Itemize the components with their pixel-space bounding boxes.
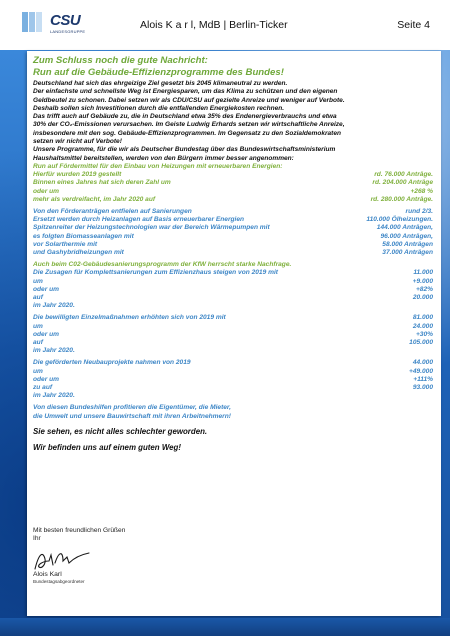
intro-line: Unsere Programme, für die wir als Deutscher Bundestag über das Bundeswirtschaftsministerium: [33, 146, 336, 154]
greeting-line: Ihr: [33, 535, 41, 543]
stat-value: 44.000: [412, 359, 433, 367]
stat-label: um: [33, 322, 43, 330]
stat-value: 105.000: [409, 339, 433, 347]
intro-line: setzen wir nicht auf Verbote!: [33, 138, 122, 146]
csu-logo-icon: [22, 10, 48, 34]
stat-value: rund 2/3.: [405, 207, 433, 215]
greeting-line: Mit besten freundlichen Grüßen: [33, 527, 126, 534]
stat-label: um: [33, 277, 43, 285]
stat-row: [33, 286, 433, 294]
stat-row: [33, 323, 433, 331]
stat-label: zu auf: [33, 384, 53, 392]
stat-row: [33, 224, 433, 232]
stat-row: [33, 216, 433, 224]
stat-value: +9.000: [412, 277, 433, 285]
logo-subtitle: LANDESGRUPPE: [50, 29, 86, 34]
stat-value: 93.000: [412, 384, 433, 392]
stat-value: +30%: [415, 330, 433, 338]
single-measures-stats: [33, 314, 433, 355]
signature-name: Alois Karl: [33, 571, 62, 578]
stat-value: rd. 280.000 Anträge.: [370, 195, 433, 203]
stat-value: +82%: [415, 285, 433, 293]
intro-line: Geldbeutel zu schonen. Dabei setzen wir als CDU/CSU auf gezielte Anreize und weniger auf Verbote.: [33, 96, 345, 104]
stat-row: [33, 314, 433, 322]
stat-row: [33, 384, 433, 392]
stat-row: [33, 376, 433, 384]
stat-value: 58.000 Anträgen: [382, 240, 433, 248]
stat-label: Ersetzt werden durch Heizanlagen auf Basis erneuerbarer Energien: [33, 216, 245, 224]
stat-label: Die bewilligten Einzelmaßnahmen erhöhten sich von 2019 mit: [33, 314, 226, 322]
intro-line: 30% der CO₂-Emissionen verursachen. Im Geiste Ludwig Erhards setzen wir wirtschaftliche Anreize,: [33, 121, 345, 129]
stat-label: Von den Förderanträgen entfielen auf Sanierungen: [33, 207, 192, 215]
stat-label: oder um: [33, 187, 60, 195]
intro-line: Der einfachste und schnellste Weg ist Energiesparen, um das Klima zu schützen und den eigenen: [33, 88, 338, 96]
intro-line: insbesondere mit den sog. Gebäude-Effizienzprogrammen. Im Gegensatz zu den Sozialdemokraten: [33, 129, 342, 137]
stat-value: 110.000 Ölheizungen.: [366, 216, 433, 224]
stat-label: oder um: [33, 375, 60, 383]
intro-line: Deshalb sollen sich Investitionen durch die entfallenden Energiekosten rechnen.: [33, 104, 285, 112]
beneficiaries-text: [33, 404, 433, 420]
stat-label: im Jahr 2020.: [33, 392, 75, 400]
stat-row: [33, 302, 433, 310]
stat-label: Die geförderten Neubauprojekte nahmen von 2019: [33, 359, 191, 367]
headline-line: Run auf die Gebäude-Effizienzprogramme des Bundes!: [33, 66, 284, 78]
handwritten-signature: [33, 549, 91, 573]
stat-label: oder um: [33, 330, 60, 338]
stat-row: [33, 278, 433, 286]
stat-value: +268 %: [410, 187, 433, 195]
kfw-lead: Auch beim C02-Gebäudesanierungsprogramm der KfW herrscht starke Nachfrage.: [33, 261, 292, 269]
stat-row: [33, 269, 433, 277]
stat-label: Spitzenreiter der Heizungstechnologien war der Bereich Wärmepumpen mit: [33, 224, 270, 232]
stat-label: Binnen eines Jahres hat sich deren Zahl um: [33, 179, 171, 187]
page-header: [0, 0, 450, 50]
stat-label: im Jahr 2020.: [33, 302, 75, 310]
stat-row: [33, 196, 433, 204]
intro-paragraph: [33, 80, 433, 163]
stat-value: 144.000 Anträgen,: [376, 224, 433, 232]
stat-label: Hierfür wurden 2019 gestellt: [33, 171, 122, 179]
stat-row: [33, 294, 433, 302]
signature-title: Bundestagsabgeordneter: [33, 579, 85, 584]
page-number: Seite 4: [397, 19, 430, 31]
stat-value: 11.000: [413, 269, 433, 277]
stat-row: [33, 171, 433, 179]
stat-row: [33, 331, 433, 339]
intro-line: Deutschland hat sich das ehrgeizige Ziel gesetzt bis 2045 klimaneutral zu werden.: [33, 80, 288, 87]
renovation-stats: [33, 208, 433, 257]
headline: [33, 55, 433, 78]
stat-value: 24.000: [412, 322, 433, 330]
stat-row: [33, 233, 433, 241]
stat-row: [33, 339, 433, 347]
stat-value: 20.000: [412, 294, 433, 302]
csu-logo: [22, 10, 86, 36]
stat-value: 37.000 Anträgen: [382, 249, 433, 256]
stat-label: Die Zusagen für Komplettsanierungen zum Effizienzhaus steigen von 2019 mit: [33, 269, 278, 277]
article-body: [33, 55, 433, 453]
greeting: [33, 527, 125, 544]
stat-label: mehr als verdreifacht, im Jahr 2020 auf: [33, 195, 156, 203]
stat-row: [33, 347, 433, 355]
stat-row: [33, 208, 433, 216]
stat-value: 96.000 Anträgen,: [380, 232, 433, 240]
stat-label: es folgten Biomasseanlagen mit: [33, 232, 134, 240]
stat-row: [33, 179, 433, 187]
stat-value: 81.000: [412, 314, 433, 322]
stat-label: und Gashybridheizungen mit: [33, 249, 124, 256]
stat-label: auf: [33, 294, 43, 302]
kfw-stats: [33, 269, 433, 310]
stat-value: rd. 204.000 Anträge: [372, 179, 433, 187]
heating-lead: Run auf Fördermittel für den Einbau von Heizungen mit erneuerbaren Energien:: [33, 162, 283, 170]
document-page: [27, 51, 441, 616]
stat-row: [33, 392, 433, 400]
stat-label: vor Solarthermie mit: [33, 240, 98, 248]
closing-line: Wir befinden uns auf einem guten Weg!: [33, 442, 181, 452]
beneficiaries-line: die Umwelt und unsere Bauwirtschaft mit ihren Arbeitnehmern!: [33, 412, 231, 420]
intro-line: Haushaltsmittel bereitstellen, werden von den Bürgern immer besser angenommen:: [33, 154, 294, 162]
header-title: Alois K a r l, MdB | Berlin-Ticker: [140, 19, 288, 31]
intro-line: Das trifft auch auf Gebäude zu, die in Deutschland etwa 35% des Endenergieverbrauchs und etwa: [33, 113, 337, 121]
stat-label: oder um: [33, 285, 60, 293]
stat-label: auf: [33, 339, 43, 347]
heating-stats: [33, 171, 433, 204]
stat-row: [33, 249, 433, 257]
headline-line: Zum Schluss noch die gute Nachricht:: [33, 55, 208, 66]
stat-row: [33, 359, 433, 367]
stat-row: [33, 241, 433, 249]
stat-label: im Jahr 2020.: [33, 347, 75, 355]
stat-value: +111%: [413, 375, 433, 383]
logo-text: CSU: [50, 12, 81, 29]
stat-label: um: [33, 367, 43, 375]
stat-value: rd. 76.000 Anträge.: [374, 171, 433, 179]
newbuild-stats: [33, 359, 433, 400]
beneficiaries-line: Von diesen Bundeshilfen profitieren die Eigentümer, die Mieter,: [33, 404, 231, 412]
stat-value: +49.000: [408, 367, 433, 375]
closing-line: Sie sehen, es nicht alles schlechter geworden.: [33, 426, 208, 436]
stat-row: [33, 368, 433, 376]
footer-background: [0, 618, 450, 636]
stat-row: [33, 188, 433, 196]
